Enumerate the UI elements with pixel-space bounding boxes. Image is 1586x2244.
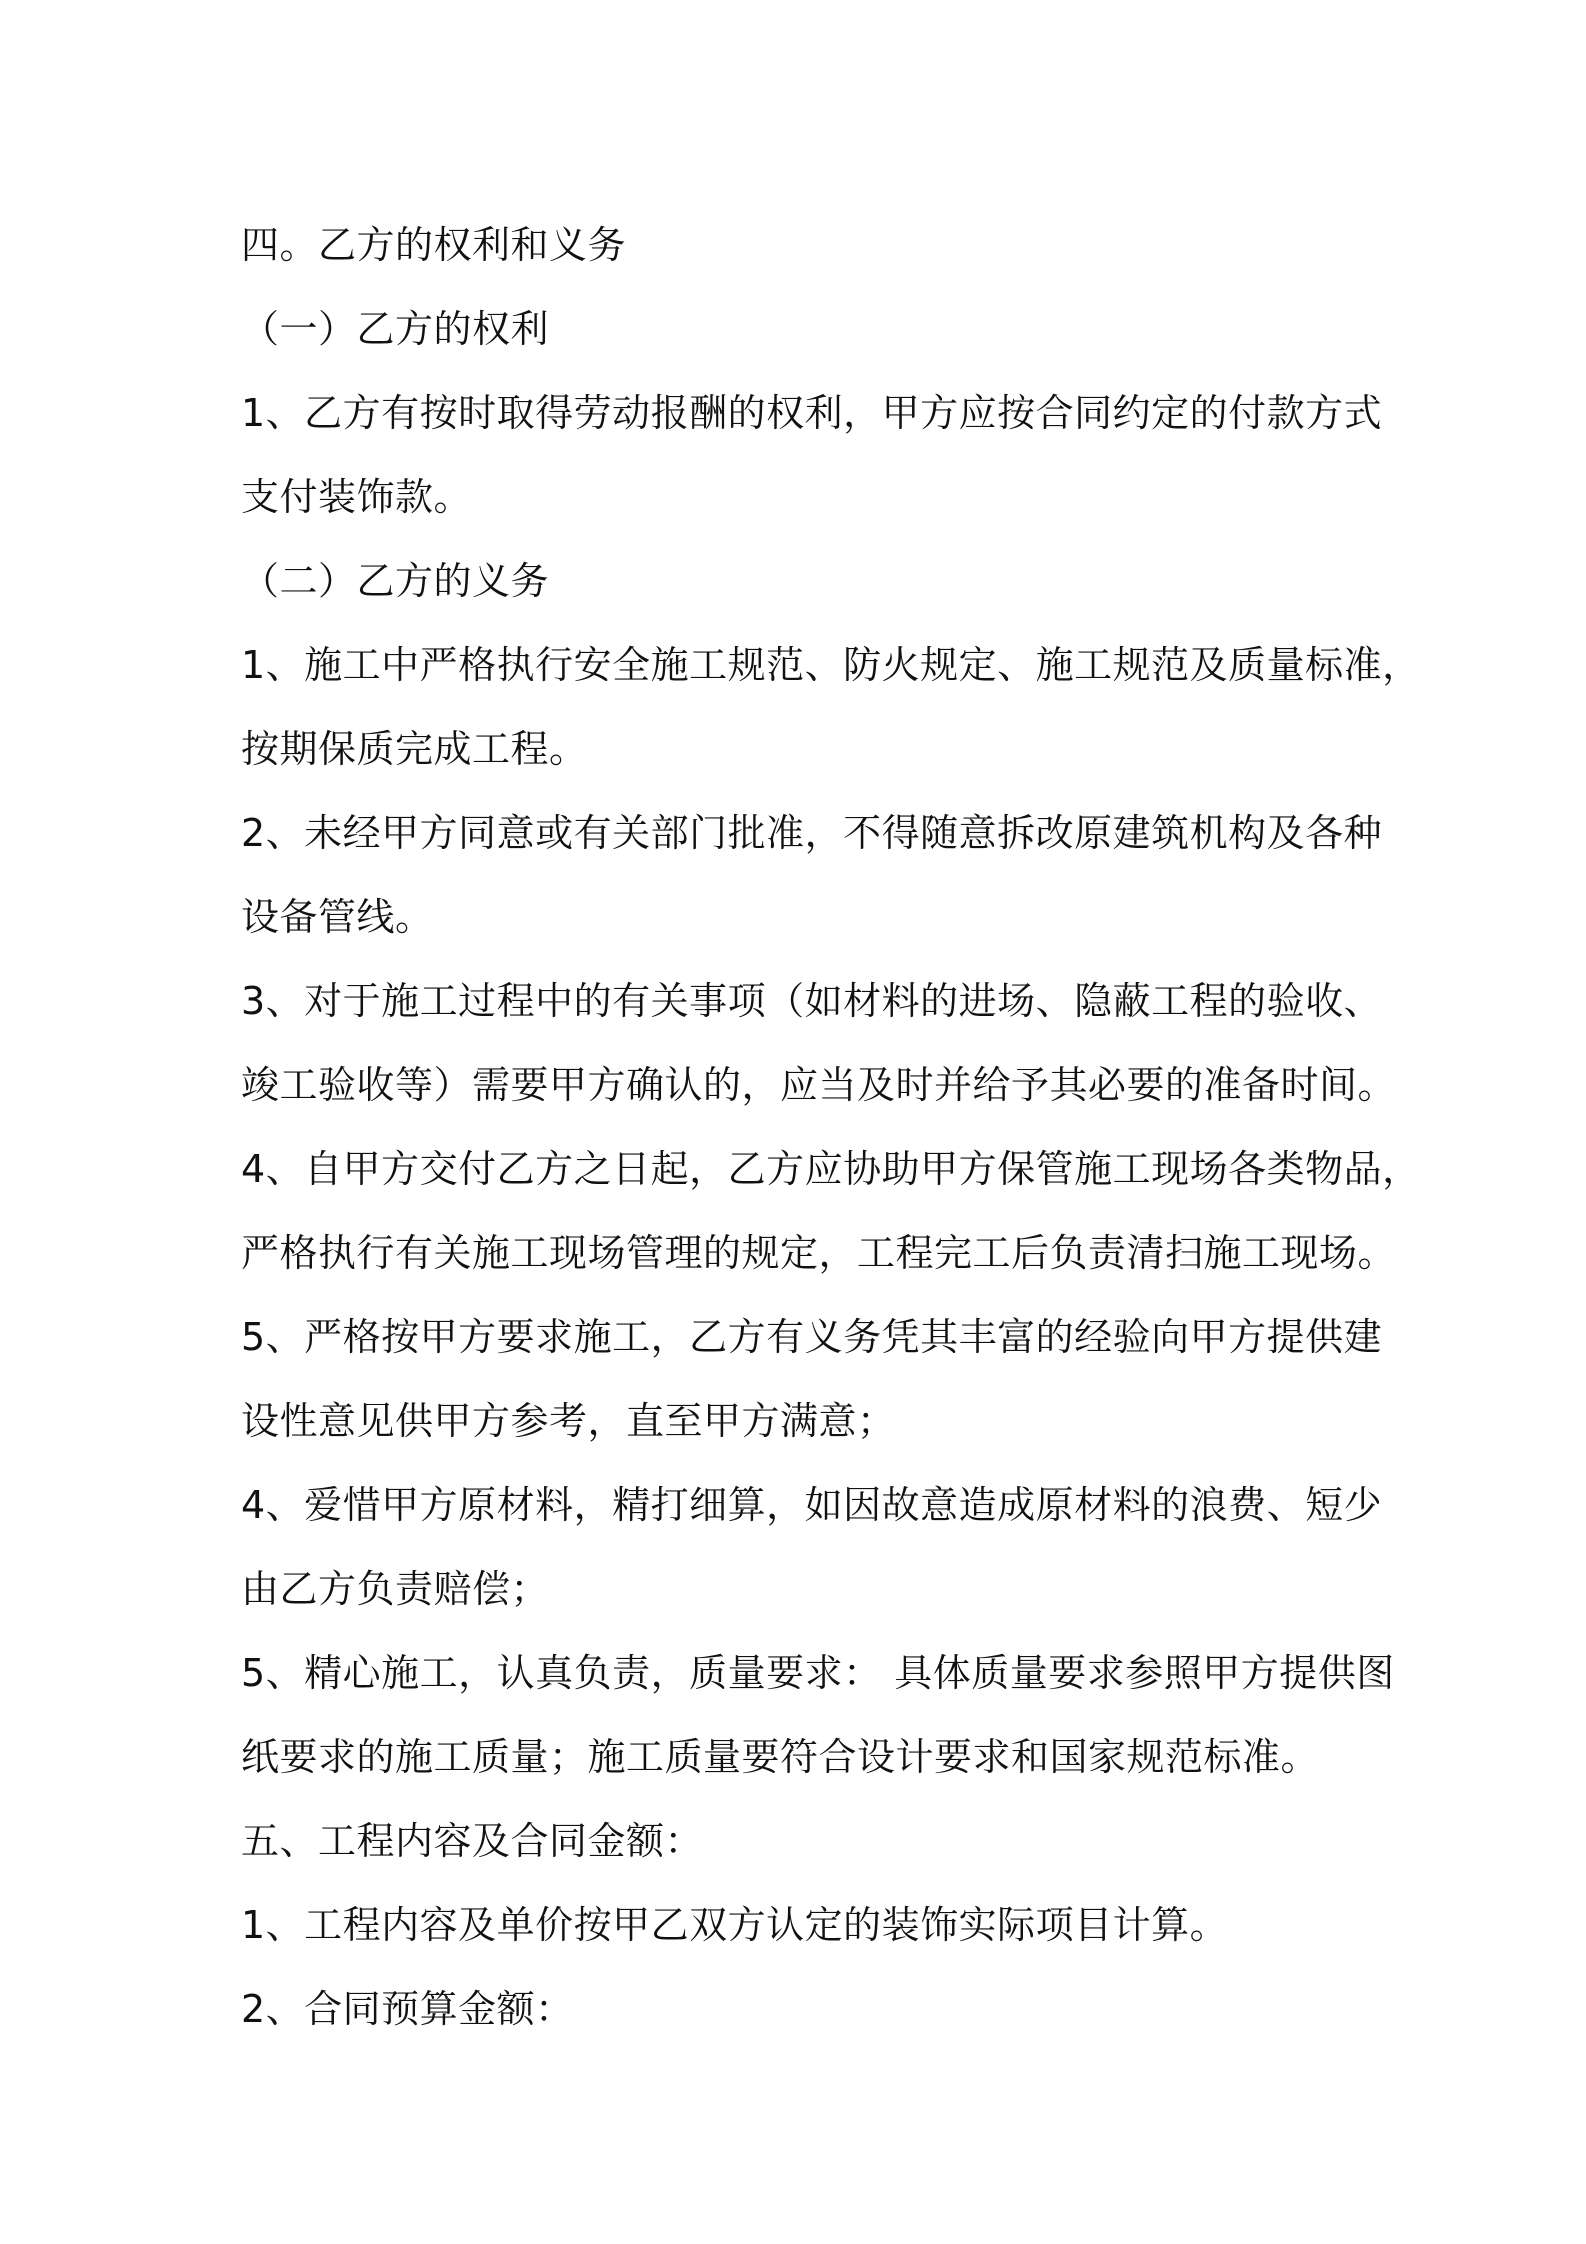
document-body bbox=[241, 203, 1421, 2051]
paragraph-line: 竣工验收等）需要甲方确认的，应当及时并给予其必要的准备时间。 bbox=[241, 1063, 1397, 1107]
paragraph-line: 1、乙方有按时取得劳动报酬的权利，甲方应按合同约定的付款方式 bbox=[241, 391, 1383, 435]
section-heading-4: 四。乙方的权利和义务 bbox=[241, 223, 627, 267]
section-heading-5: 五、工程内容及合同金额： bbox=[241, 1819, 704, 1863]
paragraph-line: 4、爱惜甲方原材料，精打细算，如因故意造成原材料的浪费、短少 bbox=[241, 1483, 1383, 1527]
paragraph-line: 支付装饰款。 bbox=[241, 475, 473, 519]
subsection-heading-rights: （一）乙方的权利 bbox=[241, 307, 550, 351]
paragraph-line: 2、合同预算金额： bbox=[241, 1987, 574, 2031]
paragraph-line: 1、工程内容及单价按甲乙双方认定的装饰实际项目计算。 bbox=[241, 1903, 1229, 1947]
paragraph-line: 按期保质完成工程。 bbox=[241, 727, 588, 771]
paragraph-line: 5、严格按甲方要求施工，乙方有义务凭其丰富的经验向甲方提供建 bbox=[241, 1315, 1383, 1359]
paragraph-line: 1、施工中严格执行安全施工规范、防火规定、施工规范及质量标准， bbox=[241, 643, 1421, 687]
subsection-heading-obligations: （二）乙方的义务 bbox=[241, 559, 550, 603]
paragraph-line: 设备管线。 bbox=[241, 895, 434, 939]
paragraph-line: 5、精心施工，认真负责，质量要求： 具体质量要求参照甲方提供图 bbox=[241, 1651, 1395, 1695]
paragraph-line: 设性意见供甲方参考，直至甲方满意； bbox=[241, 1399, 896, 1443]
paragraph-line: 纸要求的施工质量；施工质量要符合设计要求和国家规范标准。 bbox=[241, 1735, 1320, 1779]
paragraph-line: 严格执行有关施工现场管理的规定，工程完工后负责清扫施工现场。 bbox=[241, 1231, 1397, 1275]
paragraph-line: 3、对于施工过程中的有关事项（如材料的进场、隐蔽工程的验收、 bbox=[241, 979, 1383, 1023]
paragraph-line: 4、自甲方交付乙方之日起，乙方应协助甲方保管施工现场各类物品， bbox=[241, 1147, 1421, 1191]
paragraph-line: 由乙方负责赔偿； bbox=[241, 1567, 550, 1611]
paragraph-line: 2、未经甲方同意或有关部门批准，不得随意拆改原建筑机构及各种 bbox=[241, 811, 1383, 855]
